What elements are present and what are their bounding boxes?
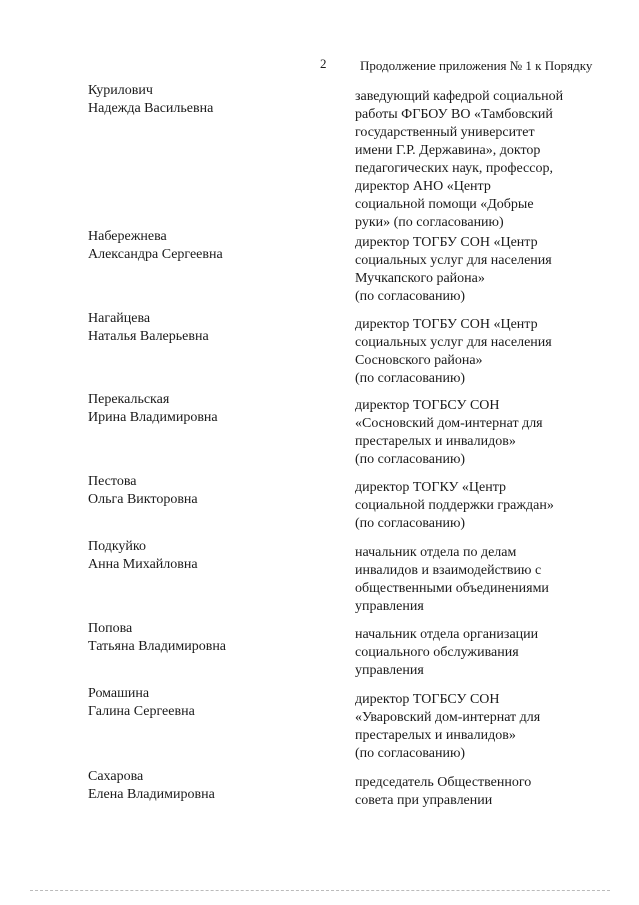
member-surname: Перекальская	[88, 392, 170, 407]
position-line: директор ТОГБСУ СОН	[355, 398, 500, 413]
position-line: инвалидов и взаимодействию с	[355, 563, 542, 578]
position-line: управления	[355, 599, 424, 614]
member-name	[88, 620, 226, 656]
member-name	[88, 310, 209, 346]
position-line: (по согласованию)	[355, 289, 466, 304]
position-line: педагогических наук, профессор,	[355, 161, 553, 176]
member-given-names: Галина Сергеевна	[88, 704, 195, 719]
member-name	[88, 473, 198, 509]
position-line: начальник отдела организации	[355, 627, 539, 642]
position-line: имени Г.Р. Державина», доктор	[355, 143, 541, 158]
position-line: социального обслуживания	[355, 645, 519, 660]
position-line: (по согласованию)	[355, 371, 466, 386]
member-surname: Подкуйко	[88, 539, 147, 554]
member-name	[88, 228, 223, 264]
member-name	[88, 82, 213, 118]
position-line: работы ФГБОУ ВО «Тамбовский	[355, 107, 553, 122]
position-line: (по согласованию)	[355, 746, 466, 761]
position-line: начальник отдела по делам	[355, 545, 517, 560]
position-line: Мучкапского района»	[355, 271, 485, 286]
page-number: 2	[320, 56, 327, 71]
position-line: престарелых и инвалидов»	[355, 434, 516, 449]
member-name	[88, 685, 195, 721]
position-line: директор ТОГБУ СОН «Центр	[355, 317, 538, 332]
position-line: председатель Общественного	[355, 775, 532, 790]
member-surname: Сахарова	[88, 769, 144, 784]
member-surname: Нагайцева	[88, 311, 151, 326]
position-line: (по согласованию)	[355, 516, 466, 531]
position-line: социальных услуг для населения	[355, 253, 552, 268]
position-line: социальных услуг для населения	[355, 335, 552, 350]
member-surname: Ромашина	[88, 686, 150, 701]
position-line: Сосновского района»	[355, 353, 483, 368]
position-line: директор ТОГБСУ СОН	[355, 692, 500, 707]
position-line: директор АНО «Центр	[355, 179, 491, 194]
member-given-names: Татьяна Владимировна	[88, 639, 227, 654]
member-surname: Пестова	[88, 474, 137, 489]
member-position	[355, 626, 595, 680]
member-given-names: Елена Владимировна	[88, 787, 215, 802]
member-given-names: Александра Сергеевна	[88, 247, 223, 262]
position-line: социальной поддержки граждан»	[355, 498, 554, 513]
member-position	[355, 544, 595, 616]
member-name	[88, 391, 218, 427]
position-line: директор ТОГБУ СОН «Центр	[355, 235, 538, 250]
member-surname: Курилович	[88, 83, 153, 98]
member-position	[355, 397, 595, 469]
position-line: общественными объединениями	[355, 581, 549, 596]
member-position	[355, 316, 595, 388]
member-name	[88, 768, 215, 804]
member-position	[355, 88, 595, 232]
member-given-names: Надежда Васильевна	[88, 101, 214, 116]
member-surname: Набережнева	[88, 229, 167, 244]
member-given-names: Наталья Валерьевна	[88, 329, 209, 344]
member-surname: Попова	[88, 621, 133, 636]
position-line: (по согласованию)	[355, 452, 466, 467]
member-given-names: Ирина Владимировна	[88, 410, 218, 425]
position-line: директор ТОГКУ «Центр	[355, 480, 507, 495]
member-position	[355, 234, 595, 306]
position-line: совета при управлении	[355, 793, 493, 808]
position-line: заведующий кафедрой социальной	[355, 89, 564, 104]
position-line: управления	[355, 663, 424, 678]
position-line: престарелых и инвалидов»	[355, 728, 516, 743]
continuation-note: Продолжение приложения № 1 к Порядку	[360, 58, 593, 73]
member-given-names: Анна Михайловна	[88, 557, 198, 572]
position-line: «Уваровский дом-интернат для	[355, 710, 541, 725]
member-position	[355, 774, 595, 810]
member-name	[88, 538, 198, 574]
position-line: государственный университет	[355, 125, 535, 140]
scan-edge-line	[30, 890, 610, 892]
position-line: социальной помощи «Добрые	[355, 197, 534, 212]
position-line: «Сосновский дом-интернат для	[355, 416, 543, 431]
member-position	[355, 479, 595, 533]
member-given-names: Ольга Викторовна	[88, 492, 198, 507]
position-line: руки» (по согласованию)	[355, 215, 504, 230]
member-position	[355, 691, 595, 763]
